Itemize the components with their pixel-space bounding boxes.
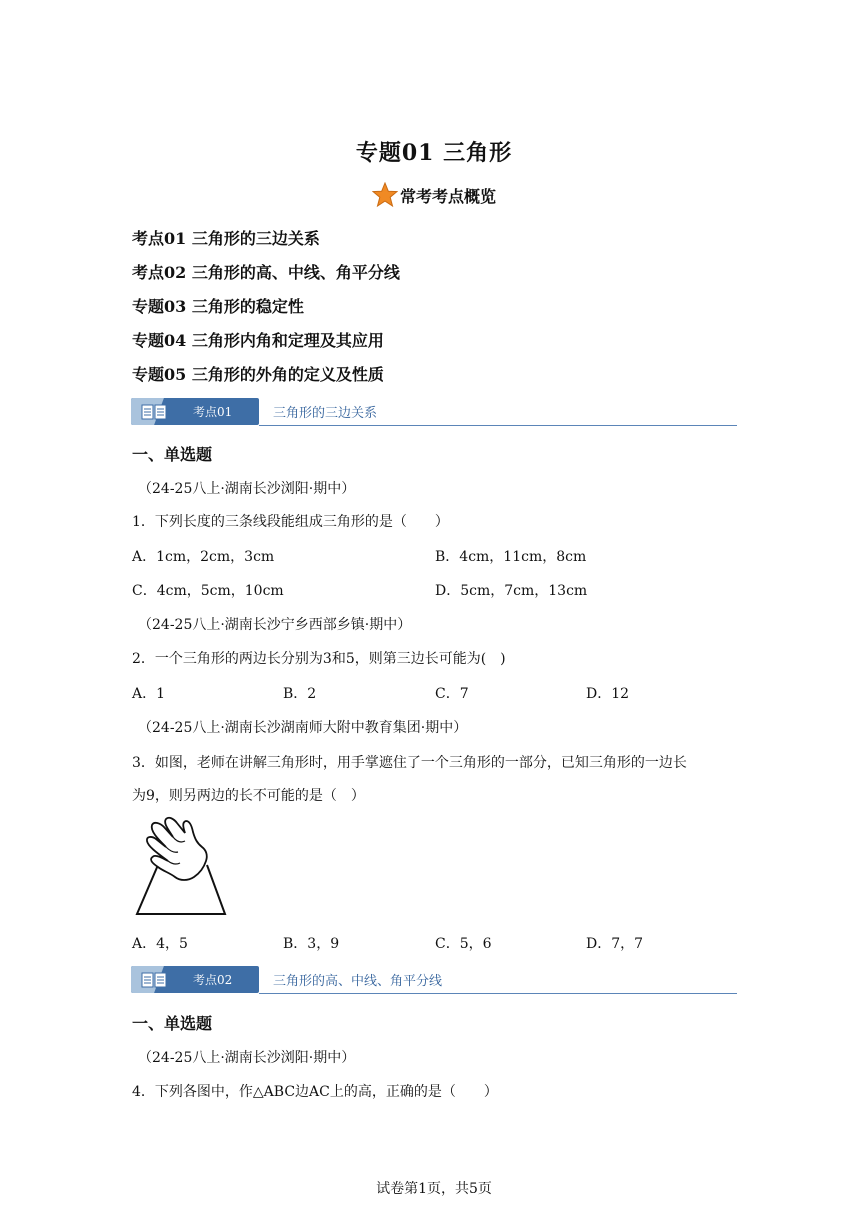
overview-label: 常考考点概览: [399, 186, 496, 206]
star-icon: [372, 182, 398, 208]
option-c: C．4cm，5cm，10cm: [132, 583, 284, 599]
banner-topic: 三角形的高、中线、角平分线: [273, 974, 443, 989]
banner-topic: 三角形的三边关系: [273, 406, 378, 421]
question-source: （24-25八上·湖南长沙湖南师大附中教育集团·期中）: [138, 720, 468, 736]
question-source: （24-25八上·湖南长沙浏阳·期中）: [138, 481, 356, 497]
question-source: （24-25八上·湖南长沙浏阳·期中）: [138, 1050, 356, 1066]
option-d: D．12: [586, 686, 630, 702]
key-point-1: 考点01 三角形的三边关系: [132, 229, 320, 248]
divider: [259, 993, 737, 994]
option-a: A．4，5: [132, 936, 188, 952]
book-icon: [141, 972, 167, 988]
option-b: B．3，9: [283, 936, 340, 952]
question-stem: 1．下列长度的三条线段能组成三角形的是（ ）: [132, 514, 449, 530]
key-point-4: 专题04 三角形内角和定理及其应用: [132, 331, 384, 350]
option-d: D．7，7: [586, 936, 644, 952]
page-title: 专题01 三角形: [355, 140, 513, 166]
key-point-3: 专题03 三角形的稳定性: [132, 297, 304, 316]
section-banner-2: [131, 966, 737, 996]
banner-tab-label: 考点02: [193, 973, 233, 987]
option-b: B．4cm，11cm，8cm: [435, 549, 587, 565]
key-point-2: 考点02 三角形的高、中线、角平分线: [132, 263, 400, 282]
divider: [259, 425, 737, 426]
section-heading: 一、单选题: [132, 445, 213, 464]
hand-covering-triangle-figure: [130, 815, 230, 919]
question-stem: 4．下列各图中，作△ABC边AC上的高，正确的是（ ）: [132, 1084, 498, 1100]
book-icon: [141, 404, 167, 420]
option-a: A．1: [132, 686, 166, 702]
option-c: C．7: [435, 686, 469, 702]
page-footer: 试卷第1页，共5页: [376, 1181, 492, 1197]
key-point-5: 专题05 三角形的外角的定义及性质: [132, 365, 384, 384]
option-c: C．5，6: [435, 936, 492, 952]
question-stem-line1: 3．如图，老师在讲解三角形时，用手掌遮住了一个三角形的一部分，已知三角形的一边长: [132, 755, 687, 771]
section-heading: 一、单选题: [132, 1014, 213, 1033]
overview-heading: [0, 182, 868, 208]
question-stem: 2．一个三角形的两边长分别为3和5，则第三边长可能为( ): [132, 651, 506, 667]
banner-tab-label: 考点01: [193, 405, 233, 419]
section-banner-1: [131, 398, 737, 428]
option-b: B．2: [283, 686, 317, 702]
option-a: A．1cm，2cm，3cm: [132, 549, 275, 565]
option-d: D．5cm，7cm，13cm: [435, 583, 588, 599]
question-source: （24-25八上·湖南长沙宁乡西部乡镇·期中）: [138, 617, 412, 633]
question-stem-line2: 为9，则另两边的长不可能的是（ ）: [132, 788, 365, 804]
